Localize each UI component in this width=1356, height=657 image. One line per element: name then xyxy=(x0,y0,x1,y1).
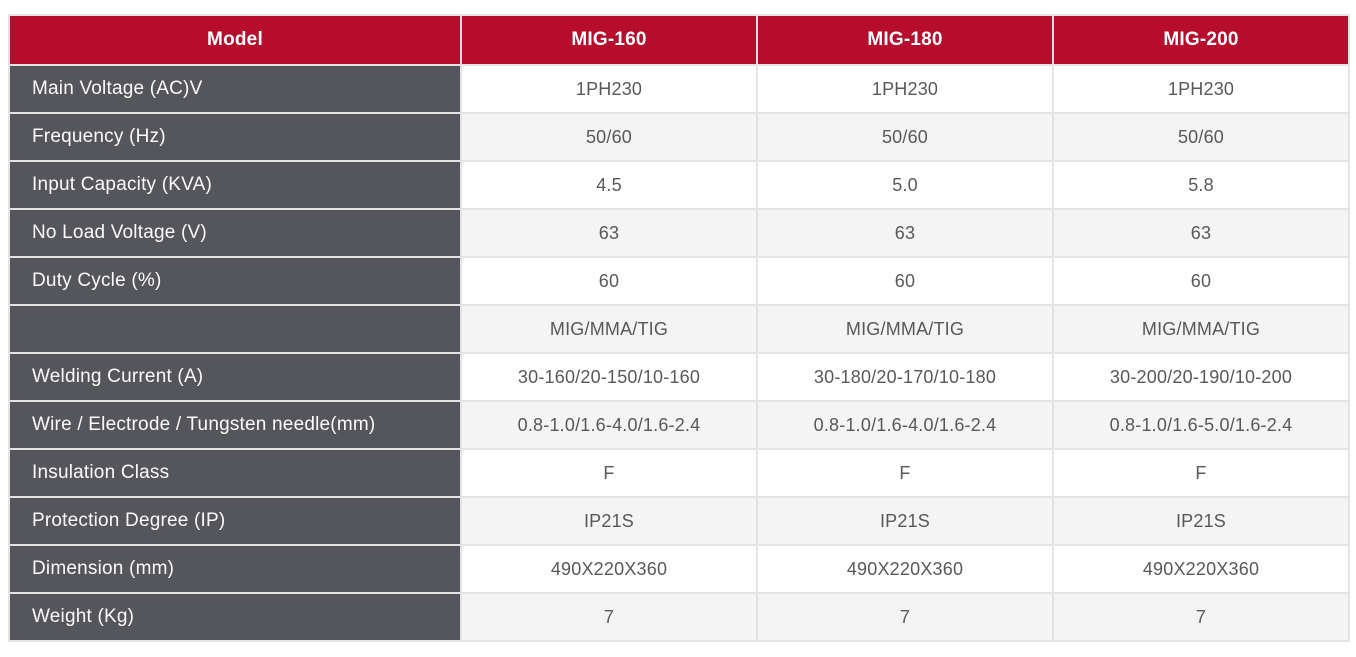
spec-value-cell: 30-200/20-190/10-200 xyxy=(1054,354,1348,400)
table-row xyxy=(10,258,1348,304)
spec-value-cell: 30-180/20-170/10-180 xyxy=(758,354,1052,400)
spec-row-label: Welding Current (A) xyxy=(10,354,460,400)
spec-value-cell: 7 xyxy=(758,594,1052,640)
table-row xyxy=(10,546,1348,592)
spec-value-cell: 7 xyxy=(462,594,756,640)
column-header-mig-200: MIG-200 xyxy=(1054,16,1348,64)
spec-value-cell: 1PH230 xyxy=(1054,66,1348,112)
spec-value-cell: MIG/MMA/TIG xyxy=(758,306,1052,352)
spec-value-cell: 0.8-1.0/1.6-4.0/1.6-2.4 xyxy=(758,402,1052,448)
spec-value-cell: 0.8-1.0/1.6-5.0/1.6-2.4 xyxy=(1054,402,1348,448)
spec-row-label xyxy=(10,306,460,352)
spec-value-cell: F xyxy=(758,450,1052,496)
spec-value-cell: IP21S xyxy=(758,498,1052,544)
spec-value-cell: 490X220X360 xyxy=(462,546,756,592)
spec-row-label: Main Voltage (AC)V xyxy=(10,66,460,112)
spec-row-label: Wire / Electrode / Tungsten needle(mm) xyxy=(10,402,460,448)
spec-value-cell: 4.5 xyxy=(462,162,756,208)
spec-table-body xyxy=(10,66,1348,640)
spec-value-cell: 63 xyxy=(462,210,756,256)
spec-value-cell: IP21S xyxy=(462,498,756,544)
spec-value-cell: 5.0 xyxy=(758,162,1052,208)
spec-value-cell: 0.8-1.0/1.6-4.0/1.6-2.4 xyxy=(462,402,756,448)
table-row xyxy=(10,114,1348,160)
spec-value-cell: 30-160/20-150/10-160 xyxy=(462,354,756,400)
table-header-row xyxy=(10,16,1348,64)
table-row xyxy=(10,402,1348,448)
spec-value-cell: IP21S xyxy=(1054,498,1348,544)
spec-value-cell: F xyxy=(1054,450,1348,496)
spec-table xyxy=(8,14,1350,642)
spec-value-cell: 60 xyxy=(758,258,1052,304)
column-header-mig-180: MIG-180 xyxy=(758,16,1052,64)
spec-row-label: Duty Cycle (%) xyxy=(10,258,460,304)
spec-value-cell: 5.8 xyxy=(1054,162,1348,208)
spec-row-label: Protection Degree (IP) xyxy=(10,498,460,544)
table-row xyxy=(10,594,1348,640)
spec-value-cell: 7 xyxy=(1054,594,1348,640)
spec-value-cell: 50/60 xyxy=(758,114,1052,160)
table-row xyxy=(10,498,1348,544)
spec-row-label: Dimension (mm) xyxy=(10,546,460,592)
table-row xyxy=(10,354,1348,400)
table-row xyxy=(10,450,1348,496)
spec-value-cell: 60 xyxy=(1054,258,1348,304)
spec-value-cell: 50/60 xyxy=(462,114,756,160)
spec-value-cell: MIG/MMA/TIG xyxy=(1054,306,1348,352)
table-row xyxy=(10,306,1348,352)
spec-value-cell: 490X220X360 xyxy=(1054,546,1348,592)
table-row xyxy=(10,66,1348,112)
spec-row-label: No Load Voltage (V) xyxy=(10,210,460,256)
table-row xyxy=(10,210,1348,256)
spec-value-cell: 1PH230 xyxy=(462,66,756,112)
spec-value-cell: 490X220X360 xyxy=(758,546,1052,592)
table-row xyxy=(10,162,1348,208)
spec-value-cell: 63 xyxy=(758,210,1052,256)
spec-row-label: Weight (Kg) xyxy=(10,594,460,640)
spec-row-label: Insulation Class xyxy=(10,450,460,496)
spec-value-cell: 50/60 xyxy=(1054,114,1348,160)
spec-value-cell: F xyxy=(462,450,756,496)
model-header-cell: Model xyxy=(10,16,460,64)
spec-value-cell: MIG/MMA/TIG xyxy=(462,306,756,352)
spec-value-cell: 60 xyxy=(462,258,756,304)
spec-value-cell: 63 xyxy=(1054,210,1348,256)
column-header-mig-160: MIG-160 xyxy=(462,16,756,64)
spec-value-cell: 1PH230 xyxy=(758,66,1052,112)
spec-row-label: Frequency (Hz) xyxy=(10,114,460,160)
spec-row-label: Input Capacity (KVA) xyxy=(10,162,460,208)
